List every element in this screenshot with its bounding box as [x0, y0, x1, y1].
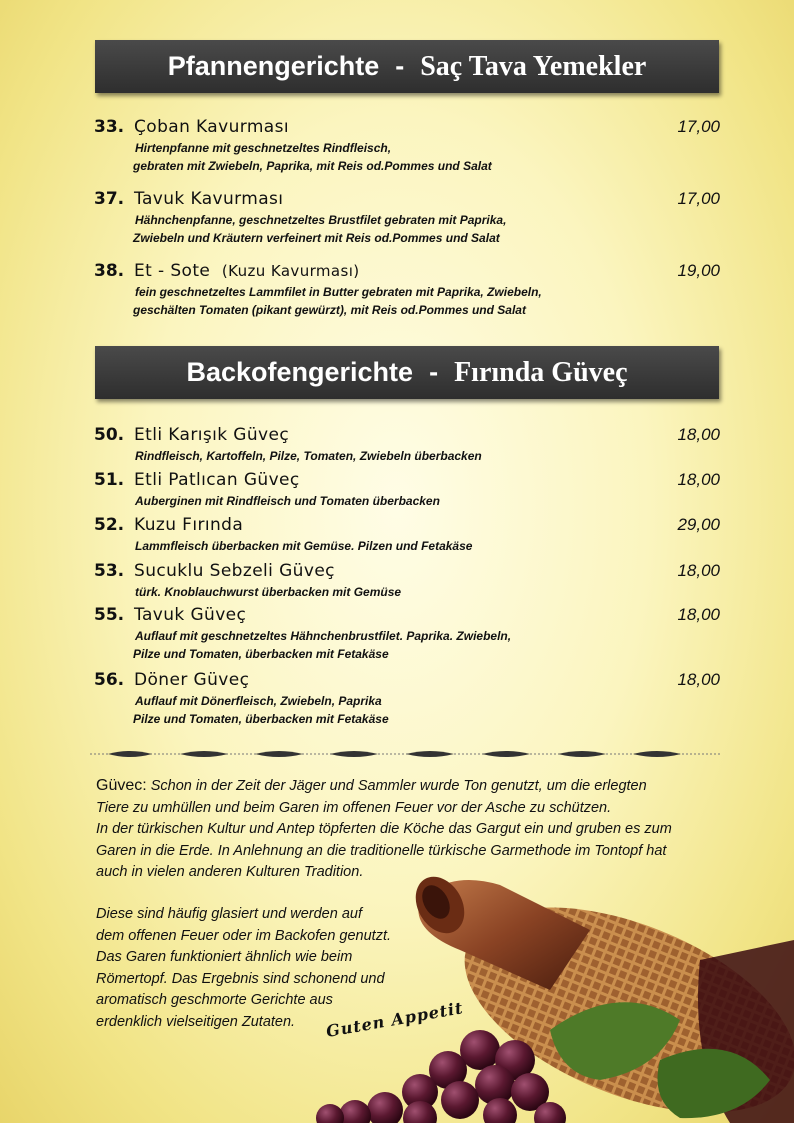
info-line: erdenklich vielseitigen Zutaten. — [96, 1013, 296, 1030]
item-price: 17,00 — [677, 117, 720, 136]
info-line: Schon in der Zeit der Jäger und Sammler wurde Ton genutzt, um die erlegten — [150, 778, 647, 794]
item-description — [135, 283, 720, 319]
item-description-line: Lammfleisch überbacken mit Gemüse. Pilzen und Fetakäse — [135, 539, 473, 553]
item-description — [135, 447, 720, 465]
menu-item — [94, 425, 720, 465]
section-title-de: Backofengerichte — [186, 357, 414, 387]
item-price: 18,00 — [677, 425, 720, 444]
menu-item — [94, 670, 720, 728]
info-line: Garen in die Erde. In Anlehnung an die traditionelle türkische Garmethode im Tontopf hat — [96, 842, 667, 859]
item-name-main: Et - Sote — [134, 261, 211, 281]
item-description-line: gebraten mit Zwiebeln, Paprika, mit Reis od.Pommes und Salat — [133, 159, 492, 173]
menu-item — [94, 470, 720, 510]
closing-greeting: Guten Appetit — [324, 998, 465, 1041]
item-name: Döner Güveç — [134, 670, 250, 690]
item-description-line: Pilze und Tomaten, überbacken mit Fetakäse — [133, 647, 389, 661]
menu-item — [94, 561, 720, 601]
item-description-line: fein geschnetzeltes Lammfilet in Butter gebraten mit Paprika, Zwiebeln, — [135, 285, 542, 299]
item-description — [135, 537, 720, 555]
item-name: Tavuk Kavurması — [134, 189, 284, 209]
item-description — [135, 139, 720, 175]
item-description-line: Rindfleisch, Kartoffeln, Pilze, Tomaten, Zwiebeln überbacken — [135, 449, 482, 463]
item-name: Çoban Kavurması — [134, 117, 290, 137]
item-description-line: Hirtenpfanne mit geschnetzeltes Rindfleisch, — [135, 141, 392, 155]
item-price: 18,00 — [677, 470, 720, 489]
item-description-line: Pilze und Tomaten, überbacken mit Fetakäse — [133, 712, 389, 726]
item-number: 50. — [94, 425, 125, 445]
item-price: 19,00 — [677, 261, 720, 280]
section-title-tr: Fırında Güveç — [454, 356, 628, 388]
item-description-line: Zwiebeln und Kräutern verfeinert mit Reis od.Pommes und Salat — [133, 231, 500, 245]
info-line: In der türkischen Kultur und Antep töpferten die Köche das Gargut ein und gruben es zum — [96, 821, 672, 837]
item-name: Etli Patlıcan Güveç — [134, 470, 300, 490]
item-description — [135, 492, 720, 510]
item-number: 38. — [94, 261, 125, 281]
item-description-line: Auberginen mit Rindfleisch und Tomaten überbacken — [135, 494, 440, 508]
item-number: 56. — [94, 670, 125, 690]
guvec-info-text — [96, 775, 726, 884]
info-line: dem offenen Feuer oder im Backofen genutzt. — [96, 927, 392, 944]
item-description — [135, 627, 720, 663]
info-line: auch in vielen anderen Kulturen Tradition. — [96, 864, 364, 880]
item-name — [134, 261, 677, 281]
menu-item — [94, 117, 720, 175]
item-number: 37. — [94, 189, 125, 209]
item-description — [135, 583, 720, 601]
section-title-de: Pfannengerichte — [167, 51, 380, 81]
item-price: 17,00 — [677, 189, 720, 208]
section-title-tr: Saç Tava Yemekler — [420, 50, 647, 82]
item-description — [135, 692, 720, 728]
info-line: Diese sind häufig glasiert und werden auf — [96, 906, 362, 922]
menu-item — [94, 261, 720, 319]
item-description-line: türk. Knoblauchwurst überbacken mit Gemüse — [135, 585, 402, 599]
item-name-subtitle: (Kuzu Kavurması) — [221, 262, 360, 280]
item-name: Sucuklu Sebzeli Güveç — [134, 561, 335, 581]
item-name: Etli Karışık Güveç — [134, 425, 290, 445]
section-banner-pan-dishes — [95, 40, 719, 93]
info-line: Tiere zu umhüllen und beim Garen im offenen Feuer vor der Asche zu schützen. — [96, 799, 612, 816]
item-price: 18,00 — [677, 561, 720, 580]
section-banner-oven-dishes — [95, 346, 719, 399]
item-description — [135, 211, 720, 247]
info-line: Das Garen funktioniert ähnlich wie beim — [96, 949, 353, 965]
item-description-line: Auflauf mit Dönerfleisch, Zwiebeln, Paprika — [135, 694, 382, 708]
item-price: 18,00 — [677, 670, 720, 689]
item-price: 29,00 — [677, 515, 720, 534]
item-number: 51. — [94, 470, 125, 490]
section-title-separator: - — [429, 357, 439, 387]
item-description-line: Hähnchenpfanne, geschnetzeltes Brustfilet gebraten mit Paprika, — [135, 213, 507, 227]
item-number: 33. — [94, 117, 125, 137]
item-number: 53. — [94, 561, 125, 581]
item-name: Kuzu Fırında — [134, 515, 244, 535]
menu-item — [94, 189, 720, 247]
ornamental-divider — [90, 748, 722, 760]
menu-item — [94, 515, 720, 555]
item-number: 52. — [94, 515, 125, 535]
info-lead: Güvec: — [96, 777, 147, 794]
info-line: Römertopf. Das Ergebnis sind schonend und — [96, 970, 385, 987]
item-description-line: geschälten Tomaten (pikant gewürzt), mit Reis od.Pommes und Salat — [133, 303, 526, 317]
section-title-separator: - — [395, 51, 405, 81]
item-number: 55. — [94, 605, 125, 625]
menu-item — [94, 605, 720, 663]
info-line: aromatisch geschmorte Gerichte aus — [96, 992, 333, 1008]
item-price: 18,00 — [677, 605, 720, 624]
item-name: Tavuk Güveç — [134, 605, 247, 625]
item-description-line: Auflauf mit geschnetzeltes Hähnchenbrustfilet. Paprika. Zwiebeln, — [135, 629, 512, 643]
